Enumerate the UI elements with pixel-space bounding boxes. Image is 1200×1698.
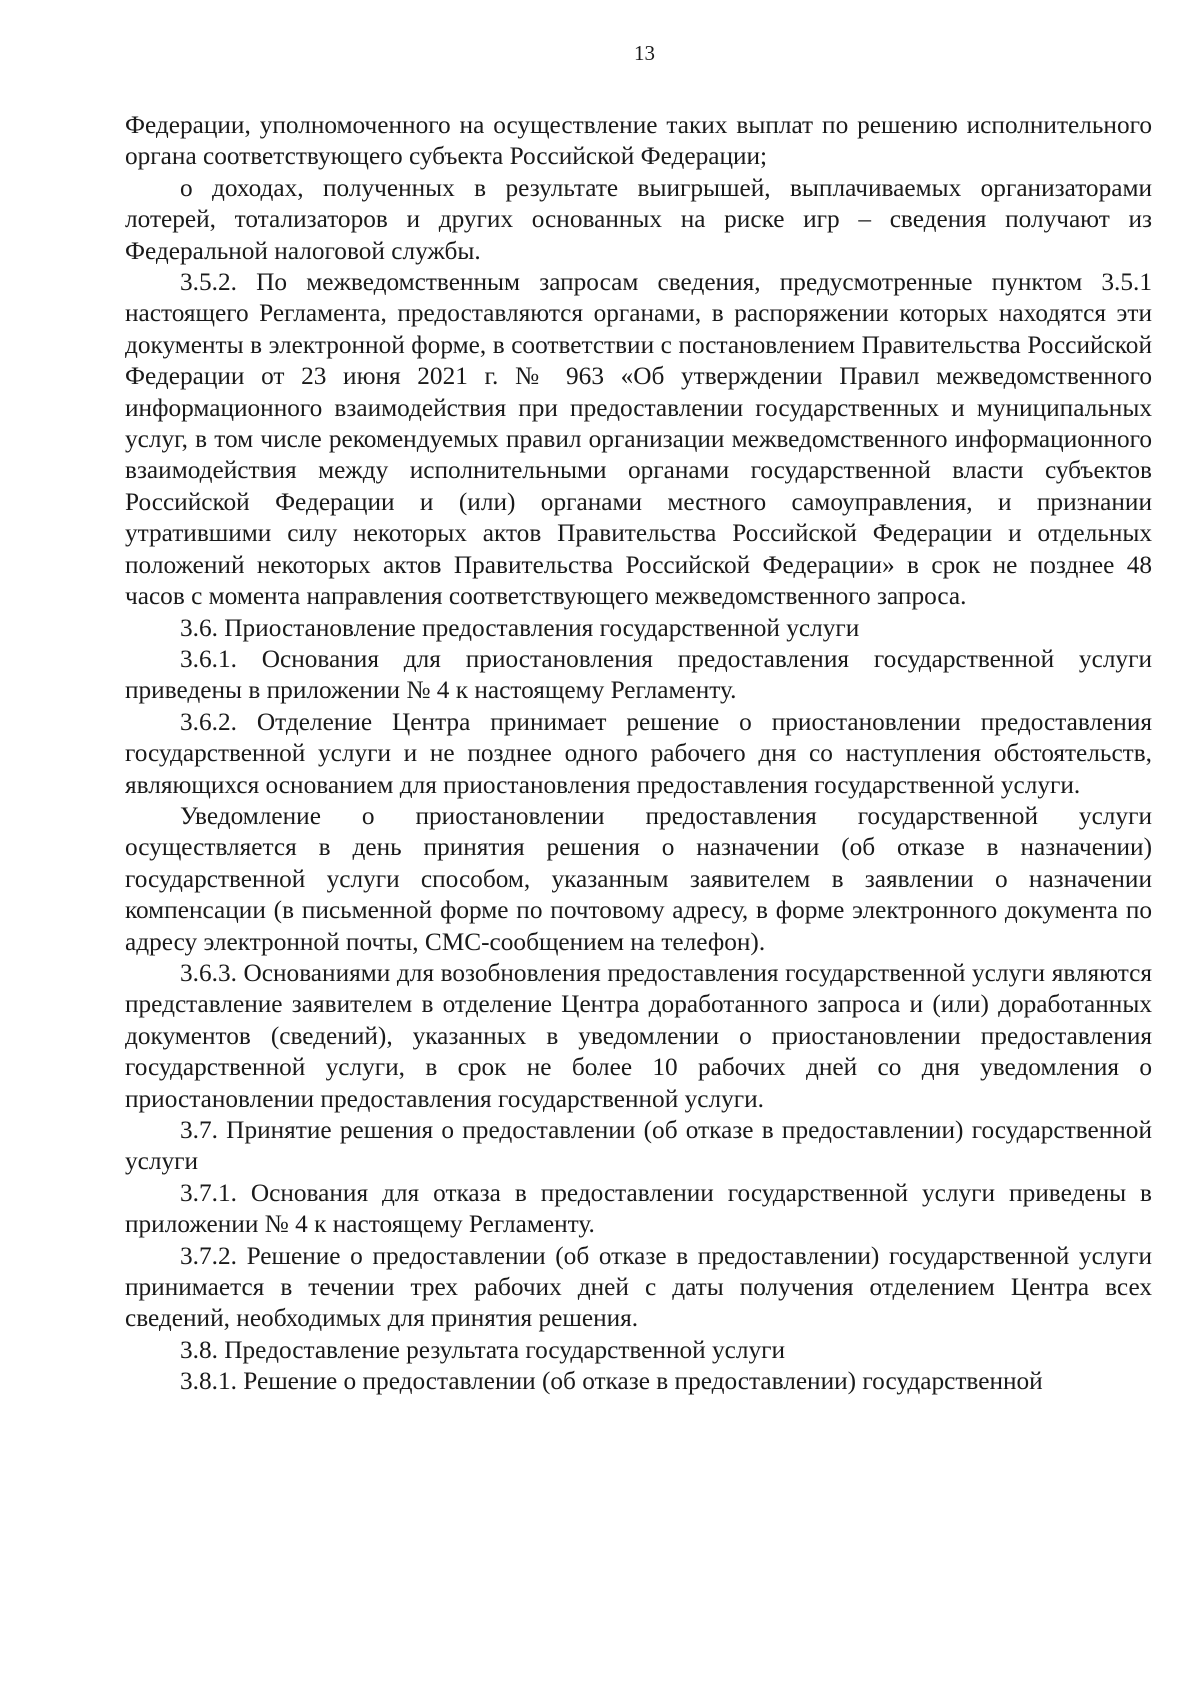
paragraph: Федерации, уполномоченного на осуществление таких выплат по решению исполнительного органа соответствующего субъекта Российской Федерации;: [125, 111, 1152, 171]
paragraph: 3.5.2. По межведомственным запросам сведения, предусмотренные пунктом 3.5.1 настоящего Регламента, предоставляются органами, в распоряжении которых находятся эти документы в электронной форме, в соответствии с постановлением Правительства Российской Федерации от 23 июня 2021 г. № 963 «Об утверждении Правил межведомственного информационного взаимодействия при предоставлении государственных и муниципальных услуг, в том числе рекомендуемых правил организации межведомственного информационного взаимодействия между исполнительными органами государственной власти субъектов Российской Федерации и (или) органами местного самоуправления, и признании утратившими силу некоторых актов Правительства Российской Федерации и отдельных положений некоторых актов Правительства Российской Федерации» в срок не позднее 48 часов с момента направления соответствующего межведомственного запроса.: [125, 268, 1152, 611]
paragraph: о доходах, полученных в результате выигрышей, выплачиваемых организаторами лотерей, тотализаторов и других основанных на риске игр – сведения получают из Федеральной налоговой службы.: [125, 173, 1152, 265]
paragraph: 3.8.1. Решение о предоставлении (об отказе в предоставлении) государственной: [180, 1367, 1043, 1396]
section-heading: 3.7. Принятие решения о предоставлении (об отказе в предоставлении) государственной услуги: [125, 1116, 1152, 1176]
paragraph: 3.7.2. Решение о предоставлении (об отказе в предоставлении) государственной услуги принимается в течении трех рабочих дней с даты получения отделением Центра всех сведений, необходимых для принятия решения.: [125, 1241, 1152, 1333]
paragraph: 3.7.1. Основания для отказа в предоставлении государственной услуги приведены в приложении № 4 к настоящему Регламенту.: [125, 1178, 1152, 1239]
paragraph: 3.6.2. Отделение Центра принимает решение о приостановлении предоставления государственной услуги и не позднее одного рабочего дня со наступления обстоятельств, являющихся основанием для приостановления предоставления государственной услуги.: [125, 707, 1152, 799]
page-number: 13: [634, 41, 655, 65]
section-heading: 3.8. Предоставление результата государственной услуги: [180, 1335, 786, 1364]
document-body: [125, 110, 1152, 1398]
paragraph: 3.6.3. Основаниями для возобновления предоставления государственной услуги являются представление заявителем в отделение Центра доработанного запроса и (или) доработанных документов (сведений), указанных в уведомлении о приостановлении предоставления государственной услуги, в срок не более 10 рабочих дней со дня уведомления о приостановлении предоставления государственной услуги.: [125, 958, 1152, 1113]
paragraph: 3.6.1. Основания для приостановления предоставления государственной услуги приведены в приложении № 4 к настоящему Регламенту.: [125, 644, 1152, 705]
paragraph: Уведомление о приостановлении предоставления государственной услуги осуществляется в день принятия решения о назначении (об отказе в назначении) государственной услуги способом, указанным заявителем в заявлении о назначении компенсации (в письменной форме по почтовому адресу, в форме электронного документа по адресу электронной почты, СМС-сообщением на телефон).: [125, 801, 1152, 956]
section-heading: 3.6. Приостановление предоставления государственной услуги: [180, 613, 860, 642]
